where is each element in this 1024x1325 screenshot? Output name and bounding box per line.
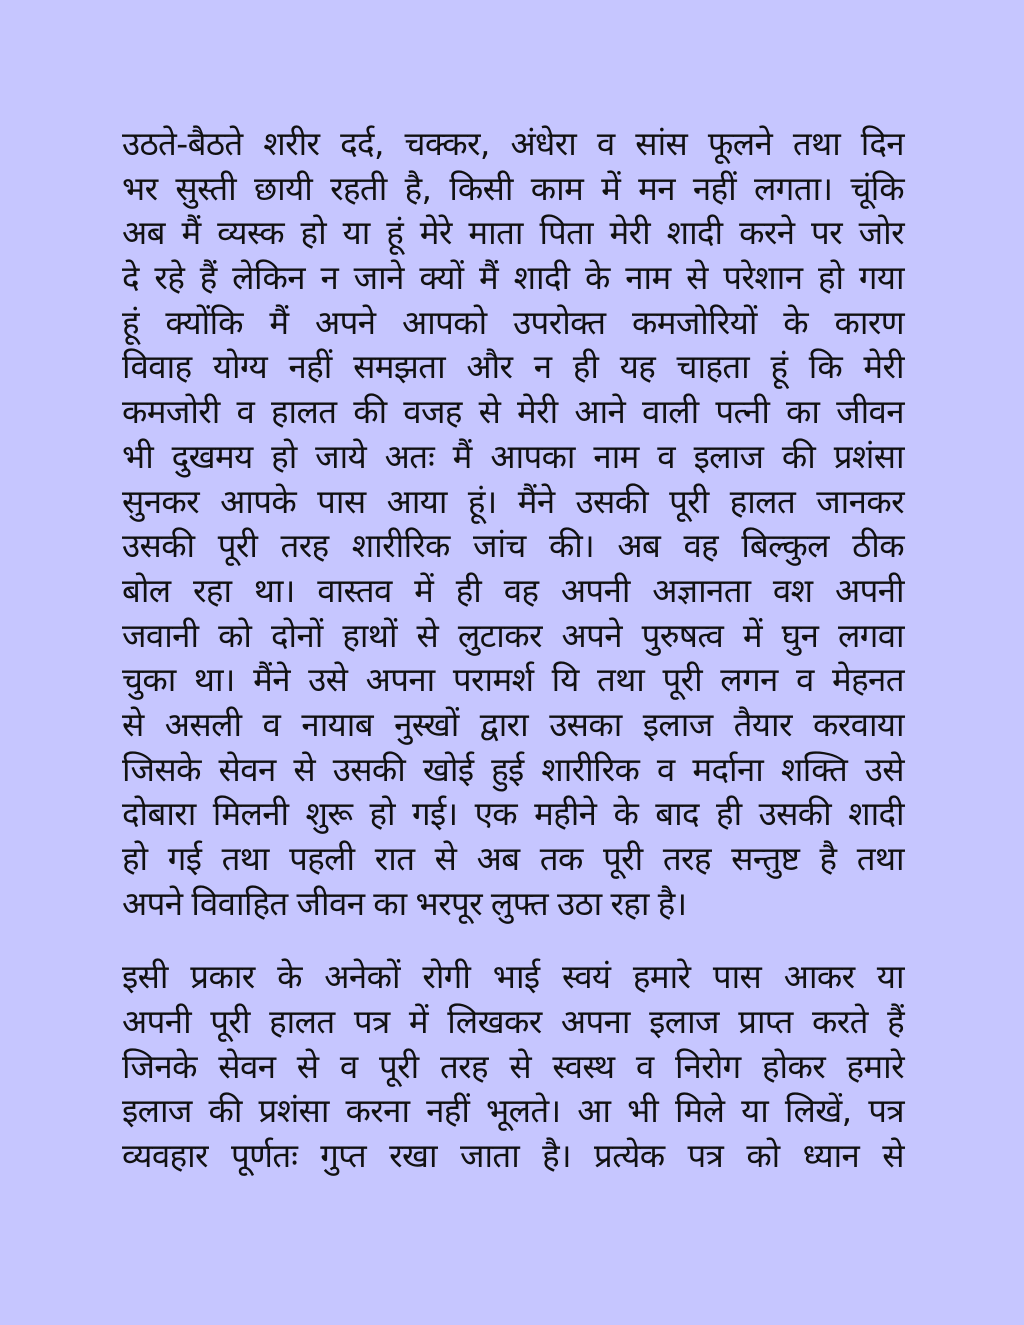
text-line: बोल रहा था। वास्तव में ही वह अपनी अज्ञानता वश अपनी <box>122 570 904 610</box>
text-line: भर सुस्ती छायी रहती है, किसी काम में मन नहीं लगता। चूंकि <box>122 168 904 208</box>
text-line: दे रहे हैं लेकिन न जाने क्यों मैं शादी के नाम से परेशान हो गया <box>122 258 904 298</box>
text-line: उठते-बैठते शरीर दर्द, चक्कर, अंधेरा व सांस फूलने तथा दिन <box>122 124 904 163</box>
text-line: जिसके सेवन से उसकी खोई हुई शारीरिक व मर्दाना शक्ति उसे <box>122 749 904 789</box>
text-line: भी दुखमय हो जाये अतः मैं आपका नाम व इलाज की प्रशंसा <box>122 436 904 476</box>
text-line: से असली व नायाब नुस्खों द्वारा उसका इलाज तैयार करवाया <box>122 704 904 744</box>
text-line: चुका था। मैंने उसे अपना परामर्श यि तथा पूरी लगन व मेहनत <box>122 660 904 700</box>
text-line: इलाज की प्रशंसा करना नहीं भूलते। आ भी मिले या लिखें, पत्र <box>122 1091 904 1131</box>
text-line: उसकी पूरी तरह शारीरिक जांच की। अब वह बिल्कुल ठीक <box>122 526 904 566</box>
paragraph-2 <box>122 955 904 1178</box>
text-line: अपने विवाहित जीवन का भरपूर लुफ्त उठा रहा है। <box>122 883 687 923</box>
text-line: सुनकर आपके पास आया हूं। मैंने उसकी पूरी हालत जानकर <box>122 481 904 521</box>
text-line: हूं क्योंकि मैं अपने आपको उपरोक्त कमजोरियों के कारण <box>122 302 904 342</box>
text-line: जवानी को दोनों हाथों से लुटाकर अपने पुरुषत्व में घुन लगवा <box>122 615 904 655</box>
text-line: हो गई तथा पहली रात से अब तक पूरी तरह सन्तुष्ट है तथा <box>122 839 904 878</box>
text-line: दोबारा मिलनी शुरू हो गई। एक महीने के बाद ही उसकी शादी <box>122 794 904 834</box>
text-line: अपनी पूरी हालत पत्र में लिखकर अपना इलाज प्राप्त करते हैं <box>122 1002 904 1042</box>
text-line: कमजोरी व हालत की वजह से मेरी आने वाली पत्नी का जीवन <box>122 392 904 432</box>
text-line: व्यवहार पूर्णतः गुप्त रखा जाता है। प्रत्येक पत्र को ध्यान से <box>122 1136 904 1176</box>
text-line: जिनके सेवन से व पूरी तरह से स्वस्थ व निरोग होकर हमारे <box>122 1046 904 1086</box>
paragraph-1 <box>122 122 904 926</box>
text-line: विवाह योग्य नहीं समझता और न ही यह चाहता हूं कि मेरी <box>122 347 904 387</box>
text-line: अब मैं व्यस्क हो या हूं मेरे माता पिता मेरी शादी करने पर जोर <box>122 213 904 253</box>
document-page <box>122 122 904 1179</box>
text-line: इसी प्रकार के अनेकों रोगी भाई स्वयं हमारे पास आकर या <box>122 957 904 997</box>
